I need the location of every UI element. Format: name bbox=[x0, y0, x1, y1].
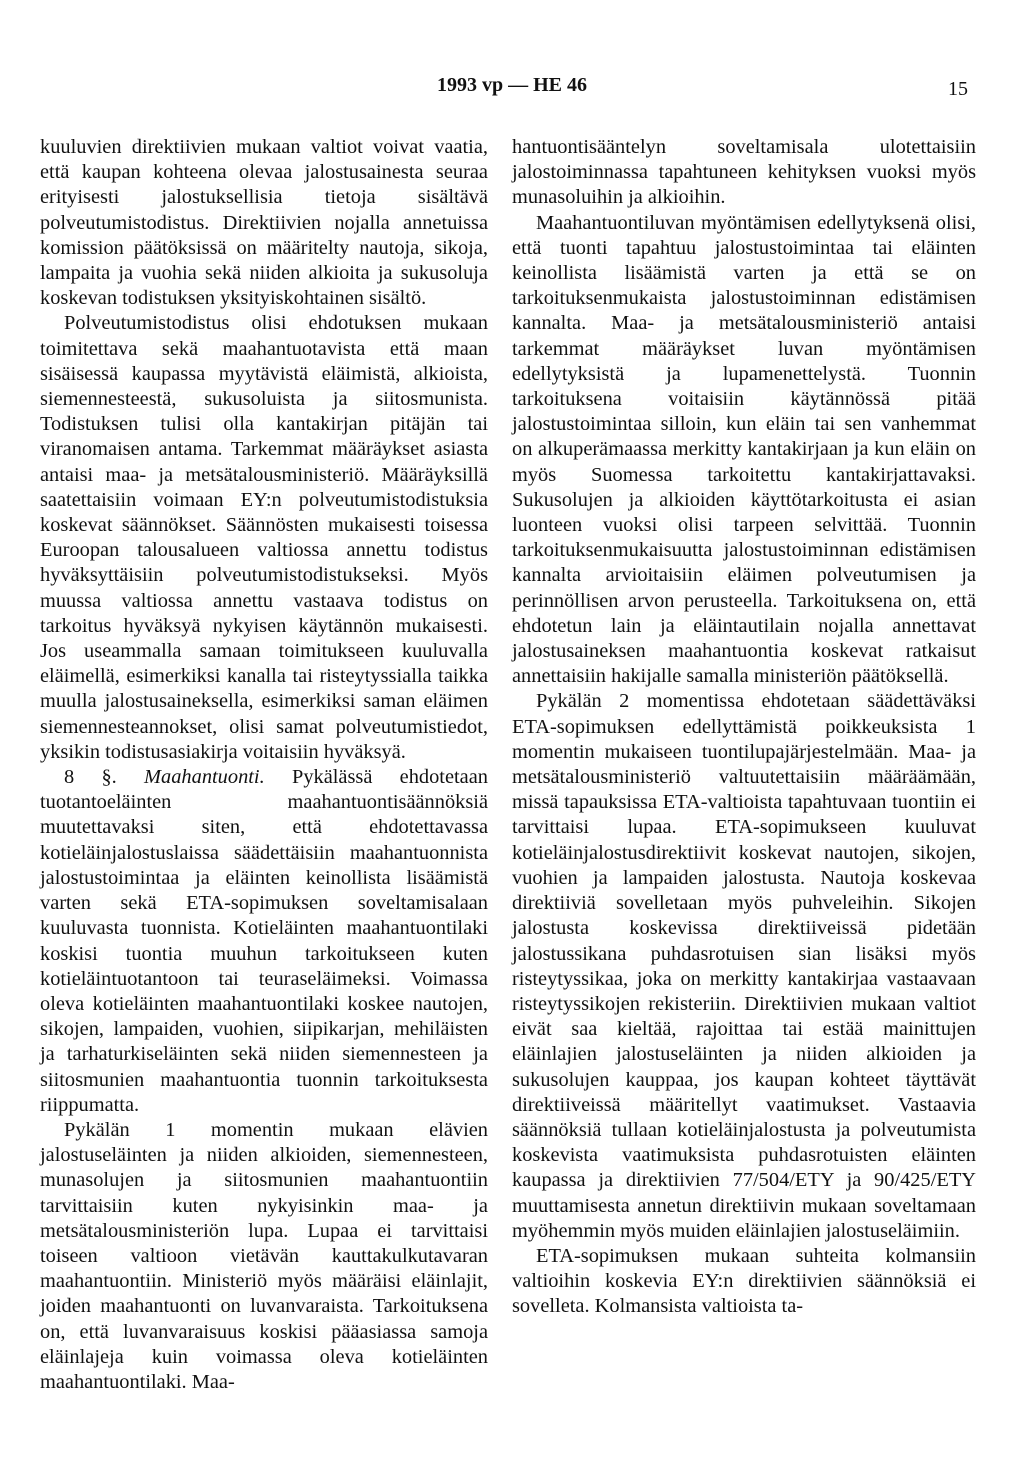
paragraph-section-8 bbox=[40, 765, 488, 1118]
paragraph: ETA-sopimuksen mukaan suhteita kolmansiin valtioihin koskevia EY:n direktiivien säännöksiä ei sovelleta. Kolmansista valtioista ta- bbox=[512, 1244, 976, 1318]
running-header: 1993 vp — HE 46 bbox=[436, 74, 588, 96]
paragraph: Maahantuontiluvan myöntämisen edellytyksenä olisi, että tuonti tapahtuu jalostustoimintaa tai eläinten keinollista lisäämistä varten ja että se on tarkoituksenmukaista jalostustoiminnan edistämisen kannalta. Maa- ja metsätalousministeriö antaisi tarkemmat määräykset luvan myöntämisen edellytyksistä ja lupamenettelystä. Tuonnin tarkoituksena voitaisiin käytännössä pitää jalostustoimintaa silloin, kun eläin tai sen vanhemmat on alkuperämaassa merkitty kantakirjaan ja kun eläin on myös Suomessa tarkoitettu kantakirjattavaksi. Sukusolujen ja alkioiden käyttötarkoitusta ei asian luonteen vuoksi olisi tarpeen selvittää. Tuonnin tarkoituksenmukaisuutta jalostustoiminnan edistämisen kannalta arvioitaisiin eläimen polveutumisen ja perinnöllisen arvon perusteella. Tarkoituksena on, että ehdotetun lain ja eläintautilain nojalla annettavat jalostusaineksen maahantuontia koskevat ratkaisut annettaisiin hakijalle samalla ministeriön päätöksellä. bbox=[512, 211, 976, 688]
paragraph: Pykälän 1 momentin mukaan elävien jalostuseläinten ja niiden alkioiden, siemennesteen, munasolujen ja siitosmunien maahantuontiin tarvittaisiin kuten nykyisinkin maa- ja metsätalousministeriön lupa. Lupaa ei tarvittaisi toiseen valtioon vietävän kauttakulkutavaran maahantuontiin. Ministeriö myös määräisi eläinlajit, joiden maahantuonti on luvanvaraista. Tarkoituksena on, että luvanvaraisuus koskisi pääasiassa samoja eläinlajeja kuin voimassa oleva kotieläinten maahantuontilaki. Maa- bbox=[40, 1118, 488, 1393]
section-title: Maahantuonti. bbox=[144, 766, 265, 789]
section-number: 8 §. bbox=[64, 766, 117, 789]
page-header bbox=[0, 74, 1024, 104]
left-column bbox=[40, 135, 488, 1395]
page-number: 15 bbox=[948, 78, 968, 100]
paragraph: hantuontisääntelyn soveltamisala ulotettaisiin jalostoiminnassa tapahtuneen kehityksen vuoksi myös munasoluihin ja alkioihin. bbox=[512, 136, 976, 209]
paragraph: Pykälän 2 momentissa ehdotetaan säädettäväksi ETA-sopimuksen edellyttämistä poikkeuksista 1 momentin mukaiseen tuontilupajärjestelmään. Maa- ja metsätalousministeriö valtuutettaisiin määräämään, missä tapauksissa ETA-valtioista tapahtuvaan tuontiin ei tarvittaisi lupaa. ETA-sopimukseen kuuluvat kotieläinjalostusdirektiivit koskevat nautojen, sikojen, vuohien ja lampaiden jalostusta. Nautoja koskevaa direktiiviä sovelletaan myös puhveleihin. Sikojen jalostusta koskevissa direktiiveissä pidetään jalostussikana puhdasrotuisen sian lisäksi myös risteytyssikaa, joka on merkitty kantakirjaa vastaavaan risteytyssikojen rekisteriin. Direktiivien mukaan valtiot eivät saa kieltää, rajoittaa tai estää mainittujen eläinlajien jalostuseläinten ja niiden alkioiden ja sukusolujen kauppaa, jos kaupan kohteet täyttävät direktiiveissä määritellyt vaatimukset. Vastaavia säännöksiä tullaan kotieläinjalostusta ja polveutumista koskevista vaatimuksista puhdasrotuisten eläinten kaupassa ja direktiivien 77/504/ETY ja 90/425/ETY muuttamisesta annetun direktiivin mukaan soveltamaan myöhemmin myös muiden eläinlajien jalostuseläimiin. bbox=[512, 690, 976, 1242]
right-column bbox=[512, 135, 976, 1320]
section-text: Pykälässä ehdotetaan tuotantoeläinten maahantuontisäännöksiä muutettavaksi siten, että ehdotettavassa kotieläinjalostuslaissa säädettäisiin maahantuonnista jalostustoimintaa ja eläinten keinollista lisäämistä varten sekä ETA-sopimuksen soveltamisalaan kuuluvasta tuonnista. Kotieläinten maahantuontilaki koskisi tuontia muuhun tarkoitukseen kuten kotieläintuotantoon tai teuraseläimeksi. Voimassa oleva kotieläinten maahantuontilaki koskee nautojen, sikojen, lampaiden, vuohien, siipikarjan, mehiläisten ja tarhaturkiseläinten sekä niiden siemennesteen ja siitosmunien maahantuontia tuonnin tarkoituksesta riippumatta. bbox=[40, 766, 488, 1116]
paragraph: kuuluvien direktiivien mukaan valtiot voivat vaatia, että kaupan kohteena olevaa jalostusainesta seuraa erityisesti jalostuksellisia tietoja sisältävä polveutumistodistus. Direktiivien nojalla annetuissa komission päätöksissä on määritelty nautoja, sikoja, lampaita ja vuohia sekä niiden alkioita ja sukusoluja koskevan todistuksen yksityiskohtainen sisältö. bbox=[40, 136, 488, 310]
paragraph: Polveutumistodistus olisi ehdotuksen mukaan toimitettava sekä maahantuotavista että maan sisäisessä kaupassa myytävistä eläimistä, alkioista, siemennesteestä, sukusoluista ja siitosmunista. Todistuksen tulisi olla kantakirjan pitäjän tai viranomaisen antama. Tarkemmat määräykset asiasta antaisi maa- ja metsätalousministeriö. Määräyksillä saatettaisiin voimaan EY:n polveutumistodistuksia koskevat säännökset. Säännösten mukaisesti toisessa Euroopan talousalueen valtiossa annettu todistus hyväksyttäisiin polveutumistodistukseksi. Myös muussa valtiossa annettu vastaava todistus on tarkoitus hyväksyä nykyisen käytännön mukaisesti. Jos useammalla samaan toimitukseen kuuluvalla eläimellä, esimerkiksi kanalla tai risteytyssialla taikka muulla jalostusaineksella, esimerkiksi saman eläimen siemennesteannokset, olisi samat polveutumistiedot, yksikin todistusasiakirja voitaisiin hyväksyä. bbox=[40, 312, 488, 763]
